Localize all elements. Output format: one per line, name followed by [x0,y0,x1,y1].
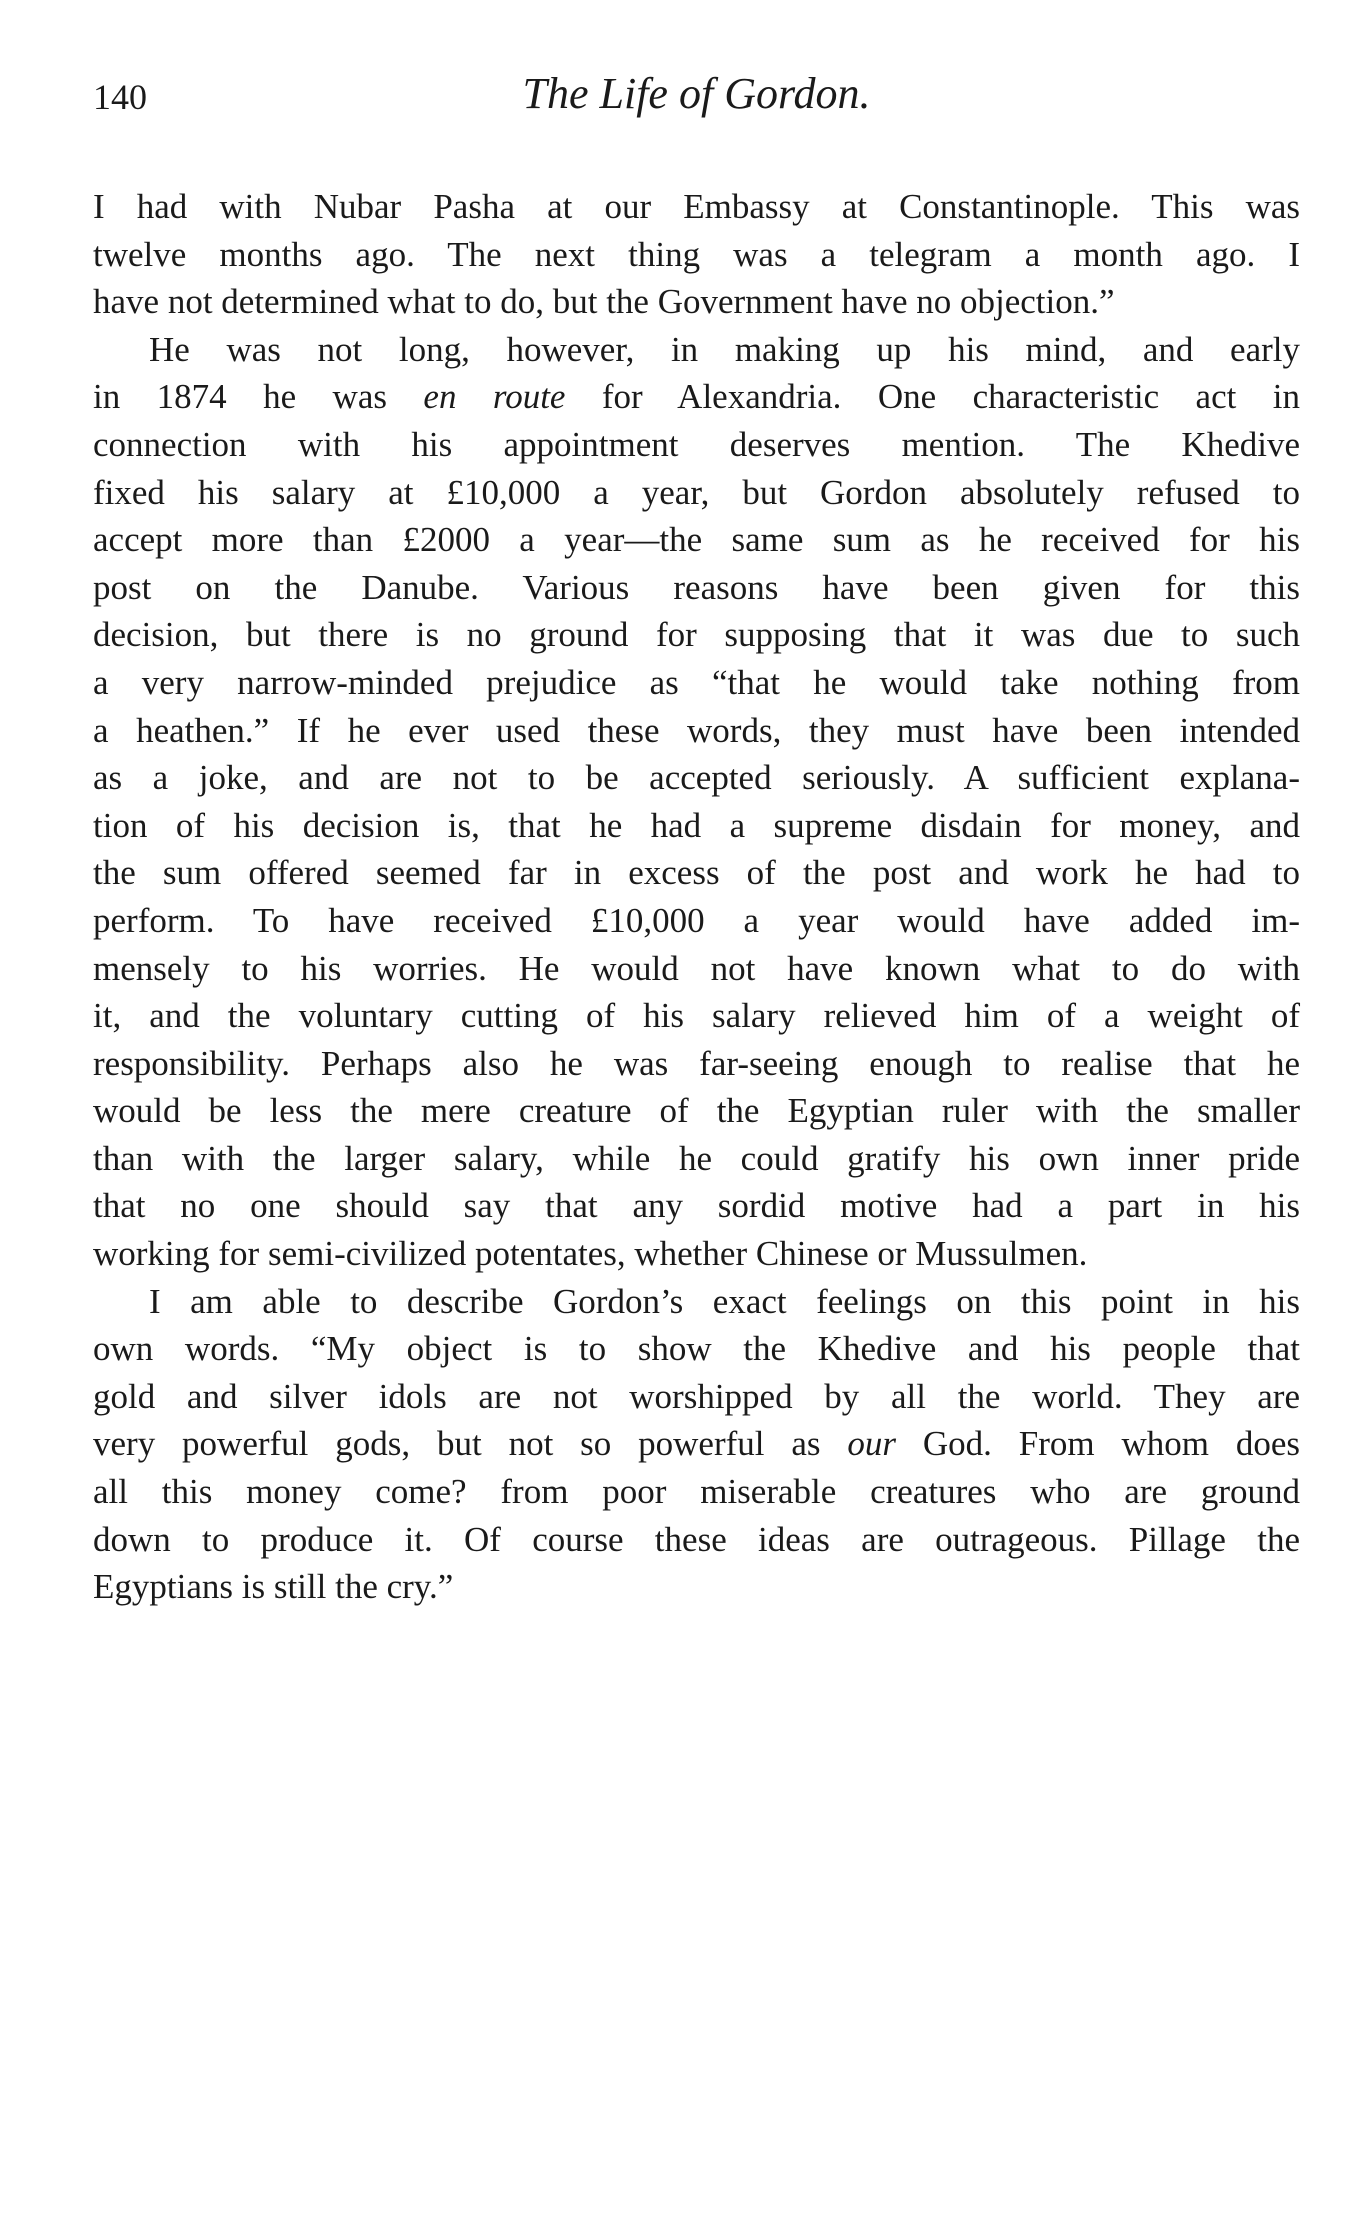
text-line [93,469,1300,517]
text-segment: I am able to describe Gordon’s exact feelings on this point in his [149,1281,1300,1321]
text-segment: fixed his salary at £10,000 a year, but Gordon absolutely refused to [93,472,1300,512]
text-segment: Egyptians is still the cry.” [93,1567,454,1607]
text-segment: for Alexandria. One characteristic act in [565,377,1300,417]
text-segment: connection with his appointment deserves mention. The Khedive [93,424,1300,464]
text-segment: twelve months ago. The next thing was a telegram a month ago. I [93,234,1300,274]
text-line [93,1040,1300,1088]
text-line [93,1182,1300,1230]
text-segment: perform. To have received £10,000 a year would have added im- [93,900,1300,940]
text-line [93,1325,1300,1373]
text-segment: down to produce it. Of course these ideas are outrageous. Pillage the [93,1519,1300,1559]
text-segment: gold and silver idols are not worshipped by all the world. They are [93,1376,1300,1416]
text-segment: tion of his decision is, that he had a supreme disdain for money, and [93,805,1300,845]
text-segment: post on the Danube. Various reasons have been given for this [93,567,1300,607]
text-line [93,849,1300,897]
text-line [93,278,1300,326]
text-line [93,802,1300,850]
text-line [93,231,1300,279]
page-number: 140 [93,77,147,117]
text-line [93,1563,1300,1611]
text-segment: very powerful gods, but not so powerful as [93,1424,848,1464]
body-text [93,183,1300,1611]
text-line [93,659,1300,707]
text-line [93,1230,1300,1278]
text-segment: than with the larger salary, while he could gratify his own inner pride [93,1138,1300,1178]
italic-text: our [847,1424,897,1464]
text-segment: a heathen.” If he ever used these words, they must have been intended [93,710,1300,750]
text-segment: decision, but there is no ground for supposing that it was due to such [93,615,1300,655]
text-line [93,707,1300,755]
running-header [93,69,1300,128]
text-segment: it, and the voluntary cutting of his salary relieved him of a weight of [93,996,1300,1036]
text-line [93,516,1300,564]
text-line [93,421,1300,469]
text-line [93,183,1300,231]
text-segment: the sum offered seemed far in excess of the post and work he had to [93,853,1300,893]
text-segment: as a joke, and are not to be accepted seriously. A sufficient explana- [93,758,1300,798]
text-line [93,564,1300,612]
text-line [93,945,1300,993]
text-segment: God. From whom does [896,1424,1300,1464]
text-line [93,992,1300,1040]
text-segment: He was not long, however, in making up his mind, and early [149,329,1300,369]
text-segment: all this money come? from poor miserable creatures who are ground [93,1472,1300,1512]
text-line [93,754,1300,802]
text-segment: own words. “My object is to show the Khedive and his people that [93,1329,1300,1369]
text-line [93,897,1300,945]
running-title: The Life of Gordon. [522,69,871,118]
text-line [93,1278,1300,1326]
text-line [93,611,1300,659]
text-line [93,1420,1300,1468]
text-line [93,373,1300,421]
text-segment: a very narrow-minded prejudice as “that he would take nothing from [93,662,1300,702]
text-segment: would be less the mere creature of the Egyptian ruler with the smaller [93,1091,1300,1131]
text-segment: responsibility. Perhaps also he was far-seeing enough to realise that he [93,1043,1300,1083]
text-line [93,1135,1300,1183]
text-segment: mensely to his worries. He would not have known what to do with [93,948,1300,988]
text-segment: that no one should say that any sordid motive had a part in his [93,1186,1300,1226]
text-line [93,1516,1300,1564]
text-segment: accept more than £2000 a year—the same sum as he received for his [93,520,1300,560]
text-line [93,326,1300,374]
text-line [93,1373,1300,1421]
text-segment: have not determined what to do, but the Government have no objection.” [93,282,1115,322]
text-segment: I had with Nubar Pasha at our Embassy at Constantinople. This was [93,187,1300,226]
text-segment: working for semi-civilized potentates, whether Chinese or Mussulmen. [93,1234,1088,1274]
text-line [93,1087,1300,1135]
text-segment: in 1874 he was [93,377,424,417]
italic-text: en route [423,377,566,417]
text-line [93,1468,1300,1516]
